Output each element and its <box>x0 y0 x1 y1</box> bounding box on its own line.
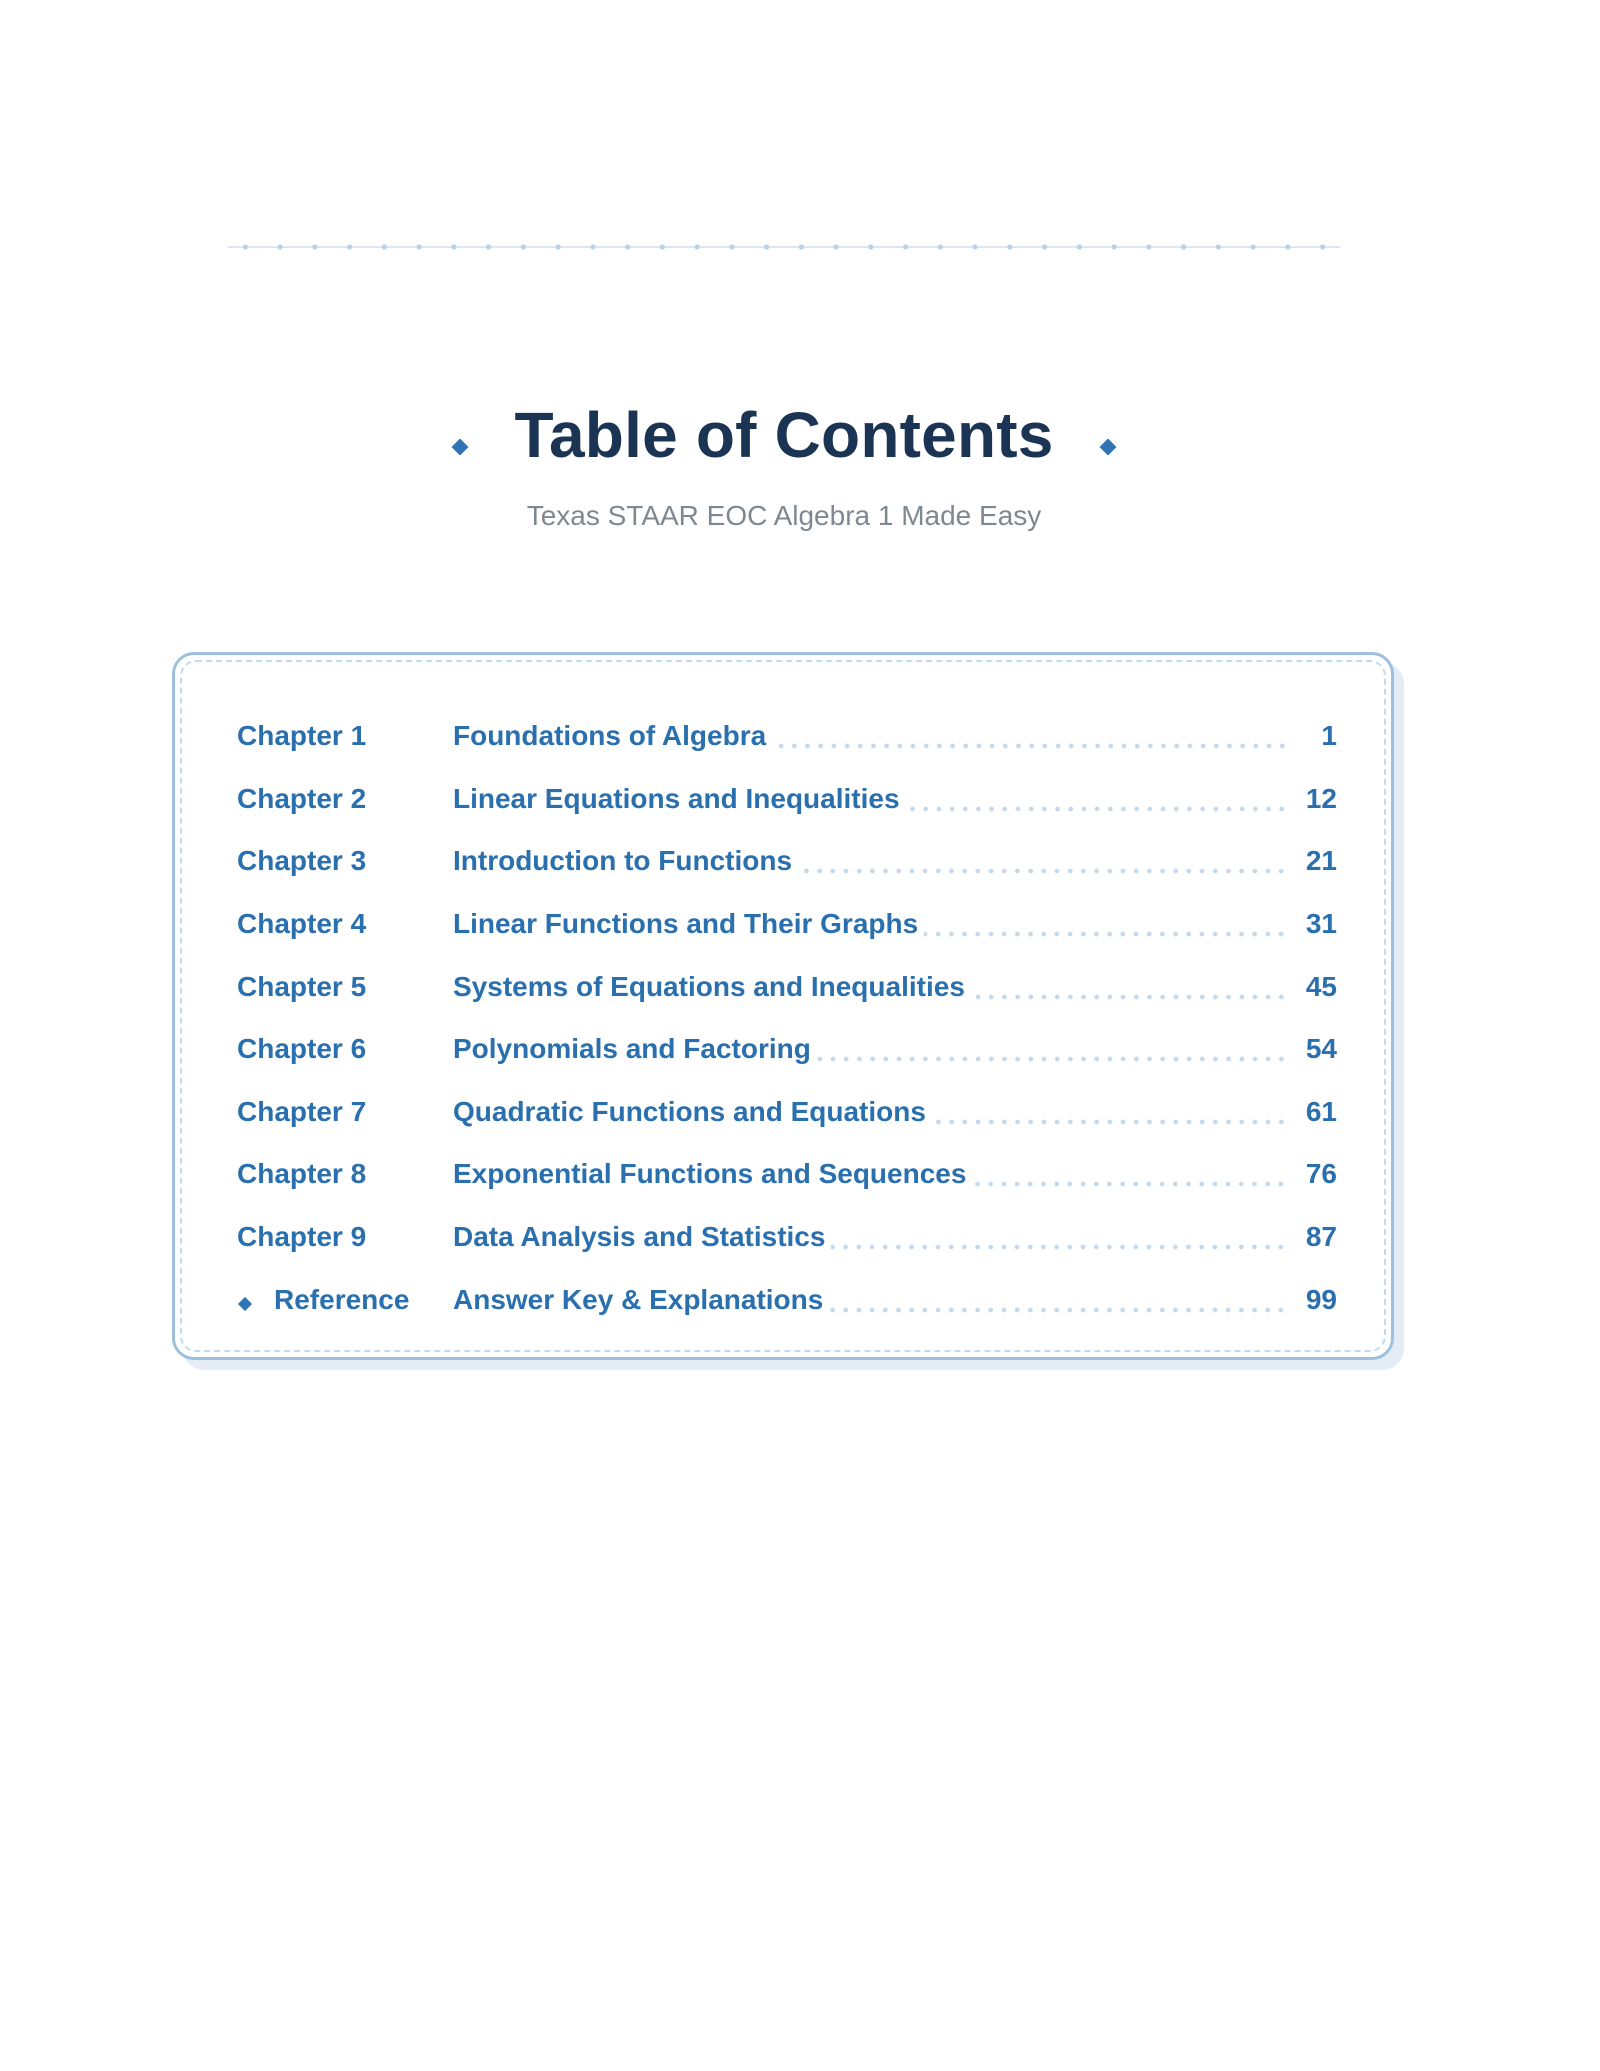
top-divider-dots <box>228 243 1340 251</box>
toc-page-number: 1 <box>1321 720 1337 752</box>
dot-leader <box>972 1180 1287 1188</box>
toc-chapter-label: Chapter 9 <box>237 1221 367 1253</box>
dot-leader <box>906 805 1288 813</box>
diamond-icon <box>1100 439 1117 456</box>
toc-entry[interactable] <box>237 830 1337 893</box>
page-title: Table of Contents <box>514 399 1054 471</box>
toc-card <box>172 652 1394 1360</box>
page-subtitle: Texas STAAR EOC Algebra 1 Made Easy <box>526 500 1042 531</box>
dot-leader <box>817 1055 1288 1063</box>
toc-chapter-label: Chapter 1 <box>237 720 367 752</box>
toc-entry-title: Systems of Equations and Inequalities <box>453 970 965 1002</box>
toc-page-number: 21 <box>1305 845 1337 877</box>
dot-leader <box>932 1118 1288 1126</box>
toc-entry-reference[interactable] <box>237 1268 1337 1331</box>
toc-page-number: 45 <box>1305 970 1337 1002</box>
toc-entry[interactable] <box>237 768 1337 831</box>
toc-page-number: 31 <box>1305 908 1337 940</box>
toc-entry-title: Exponential Functions and Sequences <box>453 1158 967 1190</box>
dot-leader <box>829 1306 1288 1314</box>
diamond-icon <box>238 1297 252 1311</box>
toc-chapter-label: Chapter 6 <box>237 1033 367 1065</box>
dot-leader <box>924 930 1288 938</box>
toc-page-number: 87 <box>1305 1221 1337 1253</box>
toc-entry[interactable] <box>237 1018 1337 1081</box>
toc-chapter-label: Chapter 5 <box>237 970 367 1002</box>
toc-page-number: 99 <box>1305 1283 1337 1315</box>
toc-entry-title: Introduction to Functions <box>453 845 793 877</box>
toc-chapter-label-reference <box>237 1284 453 1316</box>
toc-chapter-label: Chapter 2 <box>237 782 367 814</box>
toc-entry[interactable] <box>237 955 1337 1018</box>
toc-entry[interactable] <box>237 1143 1337 1206</box>
dot-leader <box>772 742 1289 750</box>
toc-entry[interactable] <box>237 893 1337 956</box>
toc-page-number: 76 <box>1305 1158 1337 1190</box>
toc-chapter-label: Chapter 7 <box>237 1095 367 1127</box>
toc-entry-title: Foundations of Algebra <box>453 720 767 752</box>
toc-reference-label: Reference <box>274 1283 410 1315</box>
diamond-icon <box>452 439 469 456</box>
toc-entry-title: Data Analysis and Statistics <box>453 1221 826 1253</box>
toc-chapter-label: Chapter 8 <box>237 1158 367 1190</box>
dot-leader <box>831 1243 1287 1251</box>
toc-entry-title: Linear Functions and Their Graphs <box>453 908 919 940</box>
toc-page-number: 54 <box>1305 1033 1337 1065</box>
toc-entry[interactable] <box>237 1206 1337 1269</box>
toc-chapter-label: Chapter 3 <box>237 845 367 877</box>
toc-entry-title: Polynomials and Factoring <box>453 1033 811 1065</box>
dot-leader <box>798 867 1288 875</box>
toc-page-number: 12 <box>1305 782 1337 814</box>
title-row <box>0 395 1568 475</box>
toc-entry-title: Linear Equations and Inequalities <box>453 782 900 814</box>
dot-leader <box>971 993 1288 1001</box>
toc-chapter-label: Chapter 4 <box>237 908 367 940</box>
toc-list <box>237 705 1337 1331</box>
toc-entry-title: Answer Key & Explanations <box>453 1283 824 1315</box>
toc-entry-title: Quadratic Functions and Equations <box>453 1095 926 1127</box>
toc-entry[interactable] <box>237 705 1337 768</box>
toc-entry[interactable] <box>237 1081 1337 1144</box>
toc-page-number: 61 <box>1305 1095 1337 1127</box>
